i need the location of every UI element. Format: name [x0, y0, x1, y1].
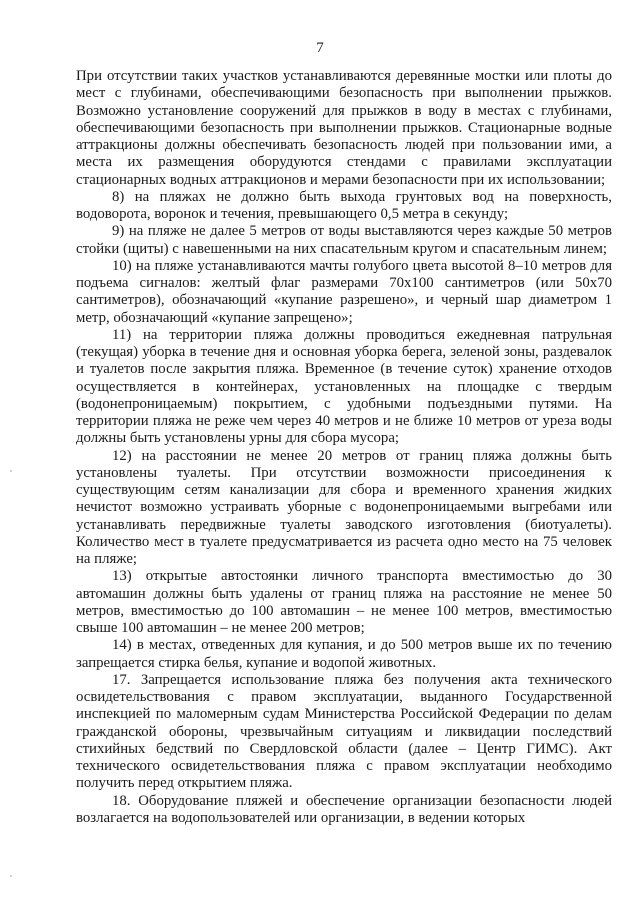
document-body — [76, 68, 612, 827]
paragraph-item-11: 11) на территории пляжа должны проводиться ежедневная патрульная (текущая) уборка в течение дня и основная уборка берега, зеленой зоны, раздевалок и туалетов после закрытия пляжа. Временное (в течение суток) хранение отходов осуществляется в контейнерах, установленных на площадке с твердым (водонепроницаемым) покрытием, с удобными подъездными путями. На территории пляжа не реже чем через 40 метров и не ближе 10 метров от уреза воды должны быть установлены урны для сбора мусора; — [76, 326, 612, 447]
paragraph-item-10: 10) на пляже устанавливаются мачты голубого цвета высотой 8–10 метров для подъема сигналов: желтый флаг размерами 70х100 сантиметров (или 50х70 сантиметров), обозначающий «купание разрешено», и черный шар диаметром 1 метр, обозначающий «купание запрещено»; — [76, 257, 612, 326]
paragraph-section-17: 17. Запрещается использование пляжа без получения акта технического освидетельствования с правом эксплуатации, выданного Государственной инспекцией по маломерным судам Министерства Российской Федерации по делам гражданской обороны, чрезвычайным ситуациям и ликвидации последствий стихийных бедствий по Свердловской области (далее – Центр ГИМС). Акт технического освидетельствования пляжа с правом эксплуатации необходимо получить перед открытием пляжа. — [76, 671, 612, 792]
scan-artifact — [10, 470, 12, 472]
paragraph-continuation: При отсутствии таких участков устанавливаются деревянные мостки или плоты до мест с глубинами, обеспечивающими безопасность при выполнении прыжков. Возможно установление сооружений для прыжков в воду в местах с глубинами, обеспечивающими безопасность при выполнении прыжков. Стационарные водные аттракционы должны обеспечивать безопасность людей при пользовании ими, а места их размещения оборудуются стендами с правилами эксплуатации стационарных водных аттракционов и мерами безопасности при их использовании; — [76, 68, 612, 188]
paragraph-item-12: 12) на расстоянии не менее 20 метров от границ пляжа должны быть установлены туалеты. При отсутствии возможности присоединения к существующим сетям канализации для сбора и временного хранения жидких нечистот возможно устраивать уборные с водонепроницаемыми выгребами или устанавливать передвижные туалеты заводского изготовления (биотуалеты). Количество мест в туалете предусматривается из расчета одно место на 75 человек на пляже; — [76, 447, 612, 567]
scan-artifact — [10, 875, 12, 877]
paragraph-item-14: 14) в местах, отведенных для купания, и до 500 метров выше их по течению запрещается стирка белья, купание и водопой животных. — [76, 637, 612, 671]
paragraph-item-13: 13) открытые автостоянки личного транспорта вместимостью до 30 автомашин должны быть удалены от границ пляжа на расстояние не менее 50 метров, вместимостью до 100 автомашин – не менее 100 метров, вместимостью свыше 100 автомашин – не менее 200 метров; — [76, 568, 612, 636]
paragraph-section-18: 18. Оборудование пляжей и обеспечение организации безопасности людей возлагается на водопользователей или организации, в ведении которых — [76, 792, 612, 826]
paragraph-item-9: 9) на пляже не далее 5 метров от воды выставляются через каждые 50 метров стойки (щиты) с навешенными на них спасательным кругом и спасательным линем; — [76, 223, 612, 257]
paragraph-item-8: 8) на пляжах не должно быть выхода грунтовых вод на поверхность, водоворота, воронок и течения, превышающего 0,5 метра в секунду; — [76, 188, 612, 222]
page-number: 7 — [316, 40, 324, 56]
